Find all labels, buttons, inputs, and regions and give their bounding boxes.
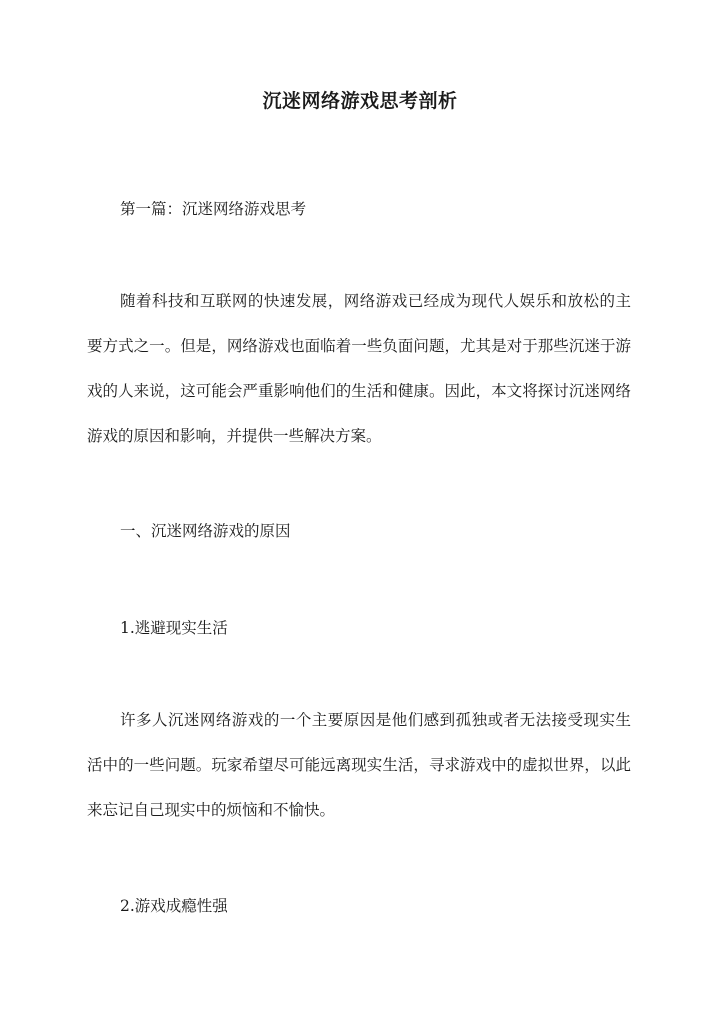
subsection-2-heading: 2.游戏成瘾性强 (120, 897, 228, 915)
part-heading: 第一篇：沉迷网络游戏思考 (120, 200, 307, 218)
section-heading: 一、沉迷网络游戏的原因 (120, 522, 291, 540)
intro-paragraph: 随着科技和互联网的快速发展，网络游戏已经成为现代人娱乐和放松的主要方式之一。但是，网络游戏也面临着一些负面问题，尤其是对于那些沉迷于游戏的人来说，这可能会严重影响他们的生活和健康。因此，本文将探讨沉迷网络游戏的原因和影响，并提供一些解决方案。 (87, 292, 631, 445)
subsection-1-heading: 1.逃避现实生活 (120, 619, 228, 637)
document-title: 沉迷网络游戏思考剖析 (262, 90, 458, 112)
subsection-1-paragraph: 许多人沉迷网络游戏的一个主要原因是他们感到孤独或者无法接受现实生活中的一些问题。玩家希望尽可能远离现实生活，寻求游戏中的虚拟世界，以此来忘记自己现实中的烦恼和不愉快。 (87, 711, 631, 819)
